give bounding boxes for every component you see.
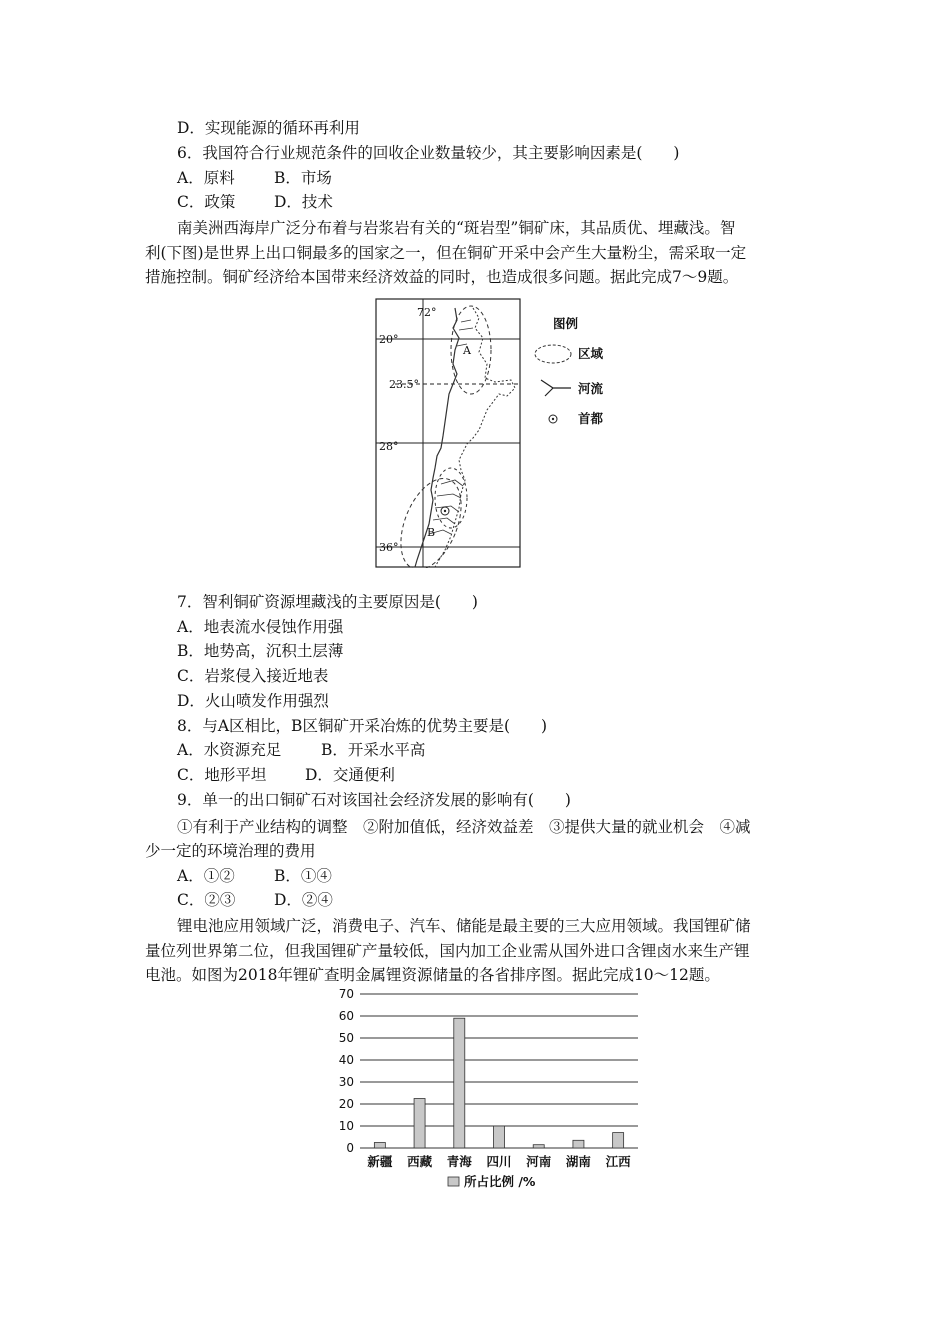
x-category-label: 西藏 — [407, 1154, 433, 1169]
x-category-label: 新疆 — [367, 1154, 393, 1169]
q8-options-row2 — [177, 765, 395, 785]
chile-map — [375, 298, 630, 568]
chart-x-labels — [367, 1154, 631, 1169]
chart-grid — [360, 994, 638, 1148]
river-a1 — [457, 320, 473, 346]
q9-option-c: C．②③ — [177, 891, 236, 909]
legend-label-capital: 首都 — [578, 411, 604, 426]
q9-option-a: A．①② — [177, 867, 235, 885]
q6-option-d: D．技术 — [274, 193, 333, 211]
q8-option-b: B．开采水平高 — [321, 741, 426, 759]
lat-label-28: 28° — [379, 440, 399, 453]
passage1-line1: 南美洲西海岸广泛分布着与岩浆岩有关的“斑岩型”铜矿床，其品质优、埋藏浅。智 — [177, 219, 736, 237]
lon-label-72: 72° — [417, 306, 437, 319]
bar-3 — [494, 1126, 505, 1148]
lithium-bar-chart — [330, 988, 650, 1198]
bar-2 — [454, 1018, 465, 1148]
q7-option-d: D．火山喷发作用强烈 — [177, 692, 329, 710]
bar-4 — [533, 1145, 544, 1148]
q7-option-b: B．地势高，沉积土层薄 — [177, 642, 344, 660]
legend-label-river: 河流 — [578, 381, 604, 396]
q5-option-d: D．实现能源的循环再利用 — [177, 119, 360, 137]
x-category-label: 四川 — [486, 1154, 512, 1169]
q8-option-a: A．水资源充足 — [177, 741, 282, 759]
x-category-label: 湖南 — [565, 1154, 591, 1169]
y-tick-label: 70 — [338, 988, 354, 1001]
chart-y-ticks — [339, 988, 354, 1155]
q6-option-b: B．市场 — [274, 169, 332, 187]
q6-option-a: A．原料 — [177, 169, 235, 187]
region-b-label: B — [427, 526, 436, 539]
q9-items-line1: ①有利于产业结构的调整 ②附加值低，经济效益差 ③提供大量的就业机会 ④减 — [177, 818, 751, 836]
q9-items-line2: 少一定的环境治理的费用 — [145, 842, 316, 860]
lat-label-36: 36° — [379, 541, 399, 554]
passage2-line2: 量位列世界第二位，但我国锂矿产量较低，国内加工企业需从国外进口含锂卤水来生产锂 — [145, 942, 750, 960]
q6-options-row2 — [177, 192, 333, 212]
y-tick-label: 60 — [338, 1009, 354, 1023]
legend-label-region: 区域 — [578, 346, 604, 361]
y-tick-label: 10 — [338, 1119, 354, 1133]
region-a-ellipse — [451, 306, 491, 394]
q8-options-row1 — [177, 740, 425, 760]
q9-options-row2 — [177, 890, 333, 910]
chart-legend-label: 所占比例 /% — [464, 1174, 536, 1189]
q9-option-b: B．①④ — [274, 867, 332, 885]
passage2-line1: 锂电池应用领域广泛，消费电子、汽车、储能是最主要的三大应用领域。我国锂矿储 — [177, 917, 751, 935]
bar-5 — [573, 1140, 584, 1148]
coastline — [415, 308, 459, 567]
lat-label-20: 20° — [379, 333, 399, 346]
bar-0 — [374, 1143, 385, 1149]
eastern-border — [435, 308, 515, 567]
y-tick-label: 30 — [338, 1075, 354, 1089]
q6-options-row1 — [177, 168, 332, 188]
q7-option-c: C．岩浆侵入接近地表 — [177, 667, 329, 685]
q9-option-d: D．②④ — [274, 891, 333, 909]
bar-1 — [414, 1099, 425, 1149]
region-a-label: A — [463, 344, 471, 357]
q9-options-row1 — [177, 866, 332, 886]
bar-6 — [613, 1133, 624, 1148]
x-category-label: 青海 — [446, 1154, 472, 1169]
legend-swatch — [448, 1177, 459, 1186]
q8-stem: 8．与A区相比，B区铜矿开采冶炼的优势主要是( ) — [177, 717, 548, 735]
q8-option-c: C．地形平坦 — [177, 766, 267, 784]
y-tick-label: 50 — [338, 1031, 354, 1045]
q6-option-c: C．政策 — [177, 193, 236, 211]
y-tick-label: 40 — [338, 1053, 354, 1067]
q6-stem: 6．我国符合行业规范条件的回收企业数量较少，其主要影响因素是( ) — [177, 144, 680, 162]
q9-stem: 9．单一的出口铜矿石对该国社会经济发展的影响有( ) — [177, 791, 571, 809]
lat-label-23-5: 23.5° — [389, 378, 419, 391]
dashed-ellipse-icon — [535, 345, 571, 363]
y-tick-label: 20 — [338, 1097, 354, 1111]
capital-dot — [444, 510, 446, 512]
x-category-label: 河南 — [526, 1154, 552, 1169]
q7-option-a: A．地表流水侵蚀作用强 — [177, 618, 344, 636]
legend-title: 图例 — [553, 316, 579, 331]
passage1-line2: 利(下图)是世界上出口铜最多的国家之一，但在铜矿开采中会产生大量粉尘，需采取一定 — [145, 244, 747, 262]
river-icon — [541, 380, 571, 396]
q8-option-d: D．交通便利 — [305, 766, 395, 784]
capital-legend-dot — [552, 418, 554, 420]
x-category-label: 江西 — [605, 1154, 631, 1169]
passage1-line3: 措施控制。铜矿经济给本国带来经济效益的同时，也造成很多问题。据此完成7～9题。 — [145, 268, 739, 286]
q7-stem: 7．智利铜矿资源埋藏浅的主要原因是( ) — [177, 593, 478, 611]
y-tick-label: 0 — [346, 1141, 354, 1155]
passage2-line3: 电池。如图为2018年锂矿查明金属锂资源储量的各省排序图。据此完成10～12题。 — [145, 966, 720, 984]
